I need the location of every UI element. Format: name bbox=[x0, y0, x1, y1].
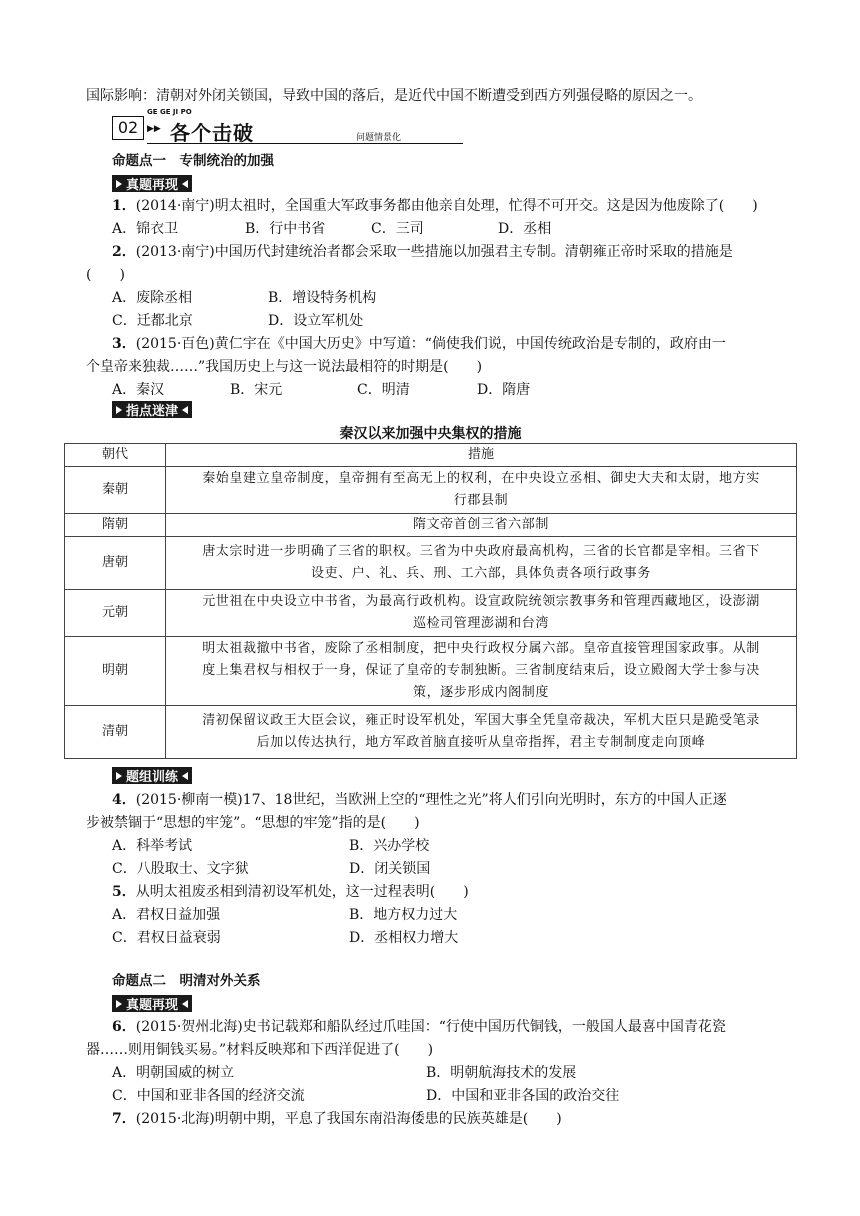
section-number: 02 bbox=[112, 116, 144, 140]
q2-option-c: C．迁都北京 bbox=[112, 313, 193, 329]
q3-option-d: D．隋唐 bbox=[477, 382, 531, 398]
q1-option-c: C．三司 bbox=[371, 221, 424, 237]
measure-line: 明太祖裁撤中书省，废除了丞相制度，把中央行政权分属六部。皇帝直接管理国家政事。从制 bbox=[202, 641, 760, 656]
measure-cell bbox=[166, 514, 797, 537]
question-6-cont: 器……则用铜钱买易。”材料反映郑和下西洋促进了( ) bbox=[86, 1042, 434, 1058]
badge-zhidian: 指点迷津 bbox=[112, 401, 192, 418]
table-row bbox=[65, 590, 797, 637]
question-2: 2．(2013·南宁)中国历代封建统治者都会采取一些措施以加强君主专制。清朝雍正帝时采取的措施是 bbox=[112, 244, 733, 260]
q1-option-a: A．锦衣卫 bbox=[112, 221, 179, 237]
q5-option-d: D．丞相权力增大 bbox=[349, 930, 459, 946]
measures-table bbox=[64, 443, 797, 759]
measure-line: 唐太宗时进一步明确了三省的职权。三省为中央政府最高机构，三省的长官都是宰相。三省下 bbox=[202, 544, 760, 559]
play-right-icon bbox=[116, 772, 122, 780]
measure-line: 秦始皇建立皇帝制度，皇帝拥有至高无上的权利，在中央设立丞相、御史大夫和太尉，地方实 bbox=[202, 471, 760, 486]
table-row bbox=[65, 537, 797, 590]
q4-option-d: D．闭关锁国 bbox=[349, 861, 431, 877]
measure-line: 后加以传达执行，地方军政首脑直接听从皇帝指挥，君主专制制度走向顶峰 bbox=[256, 735, 706, 750]
dynasty-cell: 秦朝 bbox=[65, 467, 166, 514]
measure-cell bbox=[166, 706, 797, 759]
dynasty-cell: 唐朝 bbox=[65, 537, 166, 590]
play-left-icon bbox=[182, 1000, 188, 1008]
question-6: 6．(2015·贺州北海)史书记载郑和船队经过爪哇国：“行使中国历代铜钱，一般国人最喜中国青花瓷 bbox=[112, 1019, 726, 1035]
q1-option-d: D．丞相 bbox=[498, 221, 552, 237]
question-3-cont: 个皇帝来独裁……”我国历史上与这一说法最相符的时期是( ) bbox=[86, 359, 483, 375]
dynasty-cell: 明朝 bbox=[65, 637, 166, 706]
question-7: 7．(2015·北海)明朝中期，平息了我国东南沿海倭患的民族英雄是( ) bbox=[112, 1111, 562, 1127]
q5-option-c: C．君权日益衰弱 bbox=[112, 930, 221, 946]
q4-option-a: A．科举考试 bbox=[112, 838, 193, 854]
measure-line: 策，逐步形成内阁制度 bbox=[412, 685, 549, 700]
measure-cell bbox=[166, 467, 797, 514]
measure-line: 清初保留议政王大臣会议，雍正时设军机处，军国大事全凭皇帝裁决，军机大臣只是跪受笔录 bbox=[202, 713, 760, 728]
table-row bbox=[65, 706, 797, 759]
badge-zhenti-2: 真题再现 bbox=[112, 995, 192, 1012]
table-row bbox=[65, 514, 797, 537]
q4-option-c: C．八股取士、文字狱 bbox=[112, 861, 249, 877]
q2-option-b: B．增设特务机构 bbox=[268, 290, 377, 306]
section-pinyin: GE GE JI PO bbox=[147, 108, 192, 116]
question-4-cont: 步被禁锢于“思想的牢笼”。“思想的牢笼”指的是( ) bbox=[86, 815, 420, 831]
play-right-icon bbox=[116, 1000, 122, 1008]
q1-option-b: B．行中书省 bbox=[245, 221, 326, 237]
table-header-row bbox=[65, 444, 797, 467]
q3-option-b: B．宋元 bbox=[230, 382, 283, 398]
measure-cell bbox=[166, 537, 797, 590]
topic-2-heading: 命题点二 明清对外关系 bbox=[112, 973, 261, 989]
question-2-cont: ( ) bbox=[86, 267, 125, 283]
section-tag: 问题情景化 bbox=[356, 133, 402, 143]
play-right-icon bbox=[116, 180, 122, 188]
play-right-icon bbox=[116, 406, 122, 414]
section-title: 各个击破 bbox=[170, 121, 254, 145]
header-measures: 措施 bbox=[166, 444, 797, 467]
q6-option-b: B．明朝航海技术的发展 bbox=[426, 1065, 577, 1081]
q6-option-c: C．中国和亚非各国的经济交流 bbox=[112, 1088, 305, 1104]
table-row bbox=[65, 637, 797, 706]
table-row bbox=[65, 467, 797, 514]
badge-zhenti-1: 真题再现 bbox=[112, 175, 192, 192]
section-header bbox=[112, 108, 462, 146]
measure-line: 巡检司管理澎湖和台湾 bbox=[412, 616, 549, 631]
play-left-icon bbox=[182, 406, 188, 414]
q2-option-d: D．设立军机处 bbox=[268, 313, 364, 329]
q5-option-a: A．君权日益加强 bbox=[112, 907, 221, 923]
q2-option-a: A．废除丞相 bbox=[112, 290, 193, 306]
question-1: 1．(2014·南宁)明太祖时，全国重大军政事务都由他亲自处理，忙得不可开交。这是因为他废除了( ) bbox=[112, 198, 758, 214]
measure-cell bbox=[166, 637, 797, 706]
table-caption: 秦汉以来加强中央集权的措施 bbox=[339, 426, 522, 442]
measure-line: 行郡县制 bbox=[453, 493, 509, 508]
question-5: 5．从明太祖废丞相到清初设军机处，这一过程表明( ) bbox=[112, 884, 469, 900]
measure-line: 设吏、户、礼、兵、刑、工六部，具体负责各项行政事务 bbox=[310, 566, 651, 581]
topic-1-heading: 命题点一 专制统治的加强 bbox=[112, 153, 274, 169]
dynasty-cell: 隋朝 bbox=[65, 514, 166, 537]
measure-line: 度上集君权与相权于一身，保证了皇帝的专制独断。三省制度结束后，设立殿阁大学士参与决 bbox=[202, 663, 760, 678]
dynasty-cell: 清朝 bbox=[65, 706, 166, 759]
measure-line: 元世祖在中央设立中书省，为最高行政机构。设宣政院统领宗教事务和管理西藏地区，设澎湖 bbox=[202, 594, 760, 609]
q5-option-b: B．地方权力过大 bbox=[349, 907, 458, 923]
badge-tizu: 题组训练 bbox=[112, 767, 192, 784]
measure-line: 隋文帝首创三省六部制 bbox=[412, 517, 549, 532]
header-dynasty: 朝代 bbox=[65, 444, 166, 467]
q3-option-a: A．秦汉 bbox=[112, 382, 165, 398]
q6-option-a: A．明朝国威的树立 bbox=[112, 1065, 235, 1081]
dynasty-cell: 元朝 bbox=[65, 590, 166, 637]
intro-line: 国际影响：清朝对外闭关锁国，导致中国的落后，是近代中国不断遭受到西方列强侵略的原因之一。 bbox=[86, 88, 702, 104]
measure-cell bbox=[166, 590, 797, 637]
question-4: 4．(2015·柳南一模)17、18世纪，当欧洲上空的“理性之光”将人们引向光明时，东方的中国人正逐 bbox=[112, 792, 727, 808]
q6-option-d: D．中国和亚非各国的政治交往 bbox=[426, 1088, 620, 1104]
question-3: 3．(2015·百色)黄仁宇在《中国大历史》中写道：“倘使我们说，中国传统政治是专制的，政府由一 bbox=[112, 336, 726, 352]
play-left-icon bbox=[182, 180, 188, 188]
section-rule bbox=[147, 143, 463, 144]
q4-option-b: B．兴办学校 bbox=[349, 838, 430, 854]
q3-option-c: C．明清 bbox=[357, 382, 410, 398]
double-arrow-icon: ▶▶ bbox=[147, 124, 161, 134]
play-left-icon bbox=[182, 772, 188, 780]
